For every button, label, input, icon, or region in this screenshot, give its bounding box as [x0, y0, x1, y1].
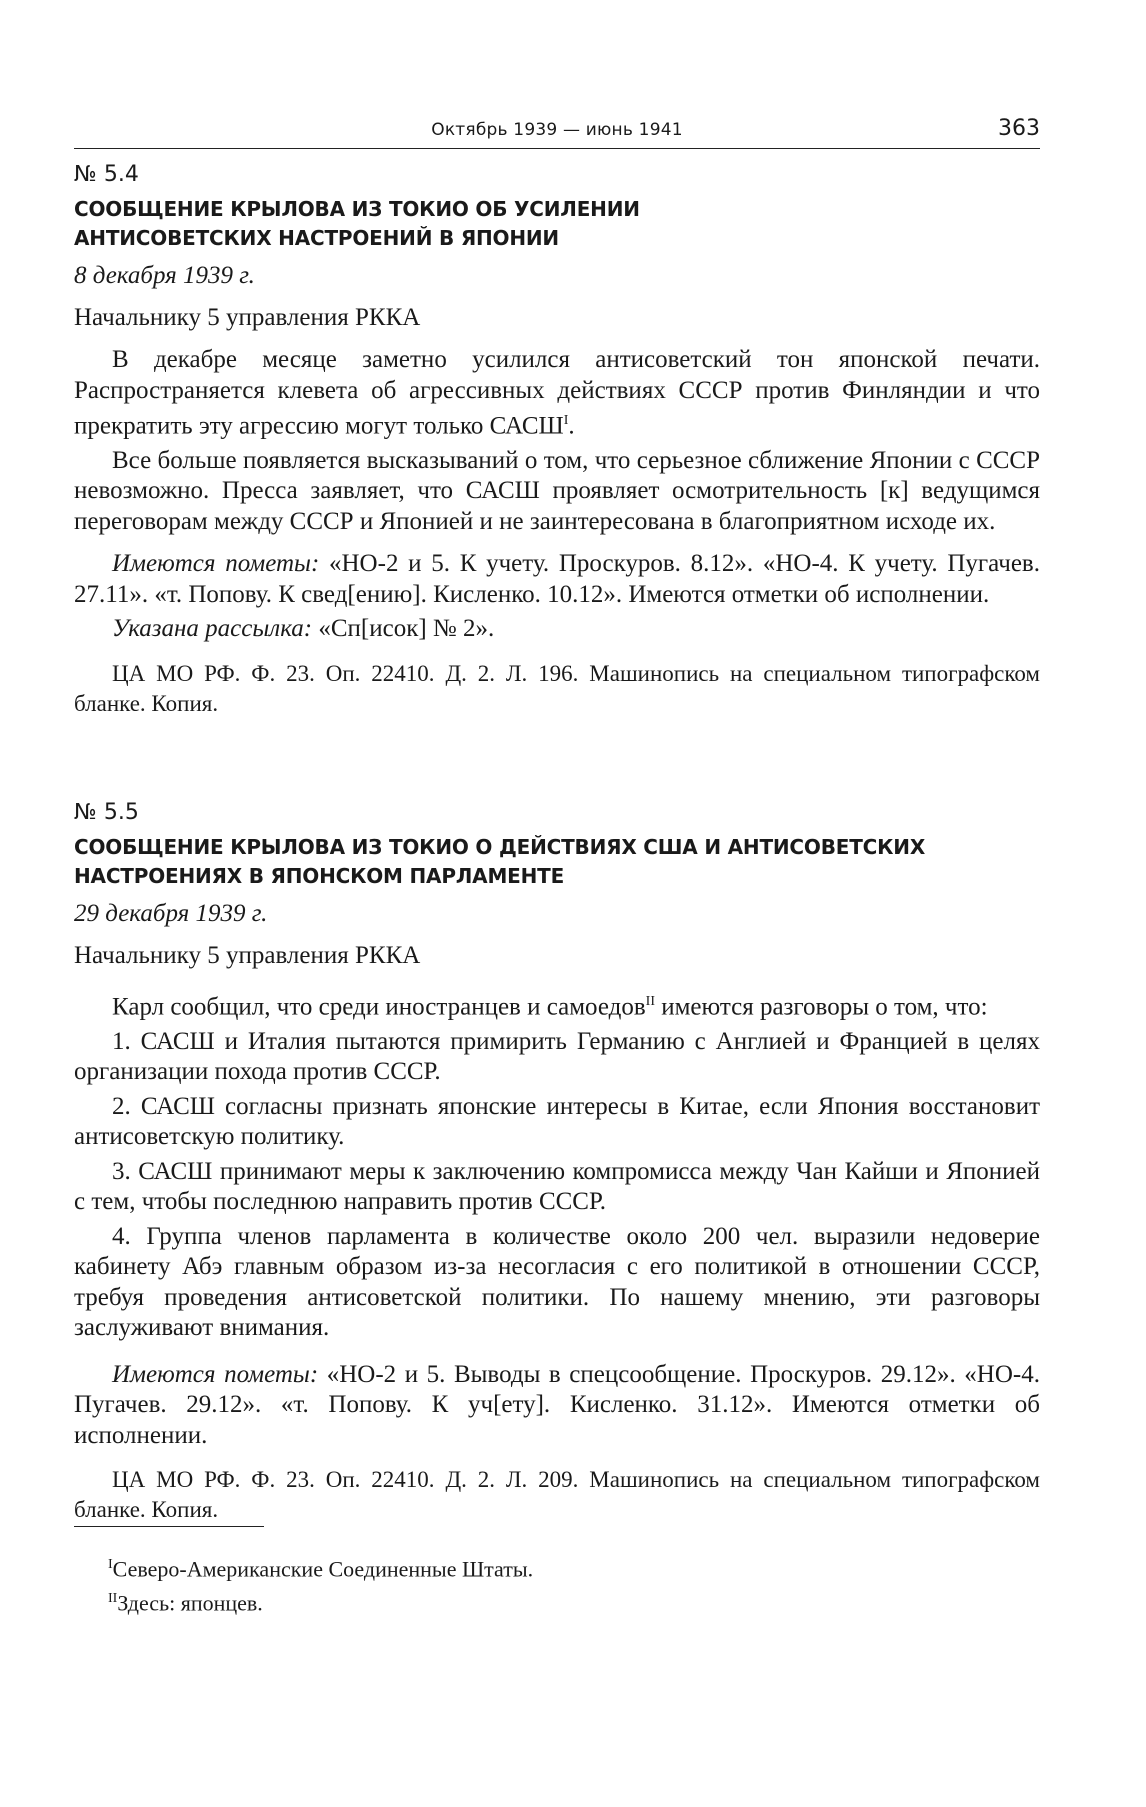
body-paragraph: Все больше появляется высказываний о том, что серьезное сближение Японии с СССР невозможно. Пресса заявляет, что САСШ проявляет осмотрительность [к] ведущимся переговорам между СССР и Японией и не заинтересована в благоприятном исходе их. — [74, 446, 1040, 535]
marks-paragraph: Имеются пометы: «НО-2 и 5. Выводы в спецсообщение. Проскуров. 29.12». «НО-4. Пугачев. 29.12». «т. Попову. К уч[ету]. Кисленко. 31.12». Имеются отметки об исполнении. — [74, 1360, 1040, 1449]
footnote-text: Северо-Американские Соединенные Штаты. — [112, 1556, 534, 1582]
document-5-5 — [74, 800, 1040, 1525]
footnote-text: Здесь: японцев. — [117, 1590, 263, 1616]
footnote-divider — [74, 1526, 264, 1527]
document-title-line: СООБЩЕНИЕ КРЫЛОВА ИЗ ТОКИО О ДЕЙСТВИЯХ США И АНТИСОВЕТСКИХ — [74, 835, 926, 859]
list-item: 4. Группа членов парламента в количестве около 200 чел. выразили недоверие кабинету Абэ главным образом из-за несогласия с его политикой в отношении СССР, требуя проведения антисоветской политики. По нашему мнению, эти разговоры заслуживают внимания. — [74, 1222, 1040, 1342]
marks-label: Имеются пометы: — [112, 1360, 319, 1388]
document-5-4 — [74, 162, 1040, 719]
page-number: 363 — [998, 116, 1040, 141]
document-addressee: Начальнику 5 управления РККА — [74, 942, 421, 969]
list-item: 1. САСШ и Италия пытаются примирить Германию с Англией и Францией в целях организации похода против СССР. — [74, 1027, 1040, 1086]
document-date: 8 декабря 1939 г. — [74, 262, 255, 289]
body-paragraph: Карл сообщил, что среди иностранцев и самоедов$^{II}$ имеются разговоры о том, что: — [112, 993, 988, 1021]
list-item: 2. САСШ согласны признать японские интересы в Китае, если Япония восстановит антисоветскую политику. — [74, 1092, 1040, 1151]
footnote-mark: II — [108, 1591, 118, 1607]
footnotes — [74, 1550, 1040, 1619]
document-number: № 5.5 — [74, 800, 139, 825]
marks-paragraph: Имеются пометы: «НО-2 и 5. К учету. Проскуров. 8.12». «НО-4. К учету. Пугачев. 27.11». «т. Попову. К свед[ению]. Кисленко. 10.12». Имеются отметки об исполнении. — [74, 550, 1040, 608]
document-title-line: СООБЩЕНИЕ КРЫЛОВА ИЗ ТОКИО ОБ УСИЛЕНИИ — [74, 197, 640, 221]
running-title: Октябрь 1939 — июнь 1941 — [431, 120, 683, 140]
document-title — [74, 833, 1040, 891]
document-title-line: НАСТРОЕНИЯХ В ЯПОНСКОМ ПАРЛАМЕНТЕ — [74, 864, 565, 888]
document-title-line: АНТИСОВЕТСКИХ НАСТРОЕНИЙ В ЯПОНИИ — [74, 226, 559, 250]
document-date: 29 декабря 1939 г. — [74, 900, 268, 927]
footnote-item — [74, 1550, 1040, 1584]
body-paragraph: В декабре месяце заметно усилился антисоветский тон японской печати. Распространяется клевета об агрессивных действиях СССР против Финляндии и что прекратить эту агрессию могут только $САСШ^I$. — [74, 346, 1040, 440]
distribution-paragraph: Указана рассылка: «Сп[исок] № 2». — [112, 615, 495, 643]
distribution-label: Указана рассылка: — [112, 615, 313, 643]
document-number: № 5.4 — [74, 162, 139, 187]
archive-reference: ЦА МО РФ. Ф. 23. Оп. 22410. Д. 2. Л. 196. Машинопись на специальном типографском бланке. Копия. — [74, 660, 1040, 716]
marks-label: Имеются пометы: — [112, 550, 320, 578]
running-header — [74, 118, 1040, 149]
footnote-item — [74, 1584, 1040, 1618]
footnote-mark: I — [108, 1557, 113, 1572]
footnote-ref[interactable]: I — [563, 413, 569, 428]
document-title — [74, 195, 1040, 253]
footnote-ref[interactable]: II — [645, 994, 655, 1009]
document-addressee: Начальнику 5 управления РККА — [74, 304, 421, 331]
archive-reference: ЦА МО РФ. Ф. 23. Оп. 22410. Д. 2. Л. 209. Машинопись на специальном типографском бланке. Копия. — [74, 1467, 1040, 1523]
list-item: 3. САСШ принимают меры к заключению компромисса между Чан Кайши и Японией с тем, чтобы последнюю направить против СССР. — [74, 1157, 1040, 1216]
